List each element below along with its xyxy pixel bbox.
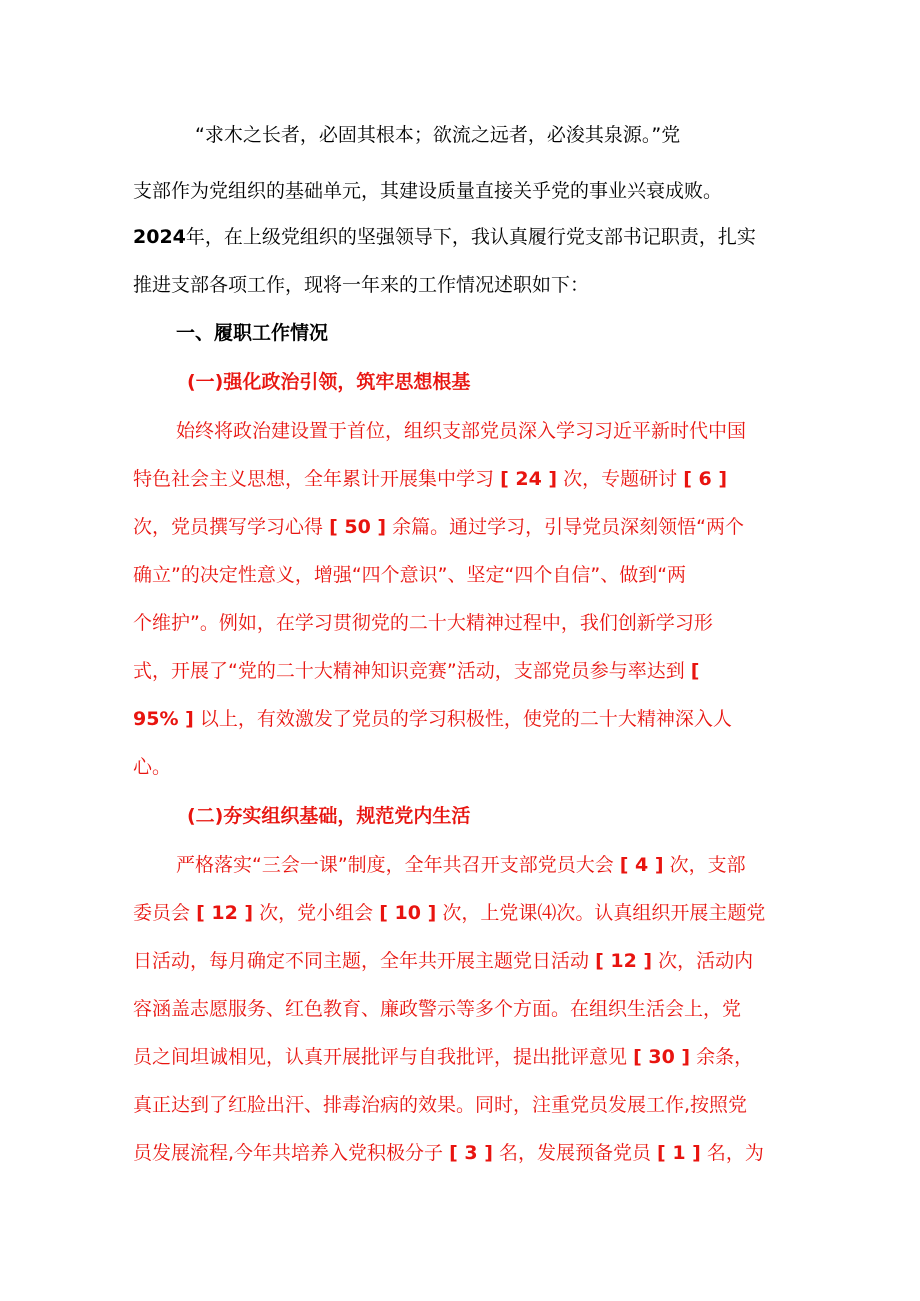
paragraph-line [176, 418, 746, 444]
figure-value: [ 30 ] [633, 1046, 691, 1068]
intro-text: “求木之长者，必固其根本；欲流之远者，必浚其泉源。”党 [195, 124, 681, 146]
text-run: 余篇。通过学习，引导党员深刻领悟“两个 [392, 516, 745, 538]
section-heading [176, 320, 328, 346]
text-run: 次，专题研讨 [563, 468, 678, 490]
paragraph-line [133, 562, 686, 588]
figure-value: [ 6 ] [683, 468, 728, 490]
paragraph-line [133, 1092, 747, 1118]
text-run: 真正达到了红脸出汗、排毒治病的效果。同时，注重党员发展工作,按照党 [133, 1094, 748, 1116]
intro-line-2 [133, 178, 722, 204]
text-run: 容涵盖志愿服务、红色教育、廉政警示等多个方面。在组织生活会上，党 [133, 998, 742, 1020]
paragraph-line [176, 852, 746, 878]
text-run: 个维护”。例如，在学习贯彻党的二十大精神过程中，我们创新学习形 [133, 612, 713, 634]
text-run: 余条， [696, 1046, 754, 1068]
paragraph-line [133, 948, 753, 974]
figure-value: [ 24 ] [500, 468, 558, 490]
text-run: 员发展流程,今年共培养入党积极分子 [133, 1142, 444, 1164]
text-run: 确立”的决定性意义，增强“四个意识”、坚定“四个自信”、做到“两 [133, 564, 687, 586]
paragraph-line [133, 1140, 764, 1166]
text-run: 次，党小组会 [259, 902, 374, 924]
paragraph-line [133, 900, 765, 926]
text-run: 委员会 [133, 902, 191, 924]
intro-line-4 [133, 272, 589, 298]
text-run: 以上，有效激发了党员的学习积极性，使党的二十大精神深入人 [199, 708, 732, 730]
subsection-heading-text: (二)夯实组织基础，规范党内生活 [187, 805, 471, 827]
figure-value: [ 10 ] [379, 902, 437, 924]
paragraph-line [133, 706, 732, 732]
text-run: 员之间坦诚相见，认真开展批评与自我批评，提出批评意见 [133, 1046, 628, 1068]
subsection-heading [187, 369, 470, 395]
text-run: 次，活动内 [658, 950, 754, 972]
figure-value: [ [690, 660, 700, 682]
text-run: 特色社会主义思想，全年累计开展集中学习 [133, 468, 495, 490]
subsection-heading [187, 803, 470, 829]
paragraph-line [133, 996, 741, 1022]
intro-line-1 [195, 122, 680, 148]
text-run: 日活动，每月确定不同主题，全年共开展主题党日活动 [133, 950, 590, 972]
figure-value: [ 50 ] [329, 516, 387, 538]
text-run: 名，为 [706, 1142, 764, 1164]
paragraph-line [133, 754, 171, 780]
text-run: 次，党员撰写学习心得 [133, 516, 324, 538]
intro-text: 支部作为党组织的基础单元，其建设质量直接关乎党的事业兴衰成败。 [133, 180, 723, 202]
text-run: 次，支部 [669, 854, 746, 876]
intro-line-3 [133, 224, 756, 250]
text-run: 次，上党课⑷次。认真组织开展主题党 [442, 902, 766, 924]
figure-value: [ 12 ] [595, 950, 653, 972]
paragraph-line [133, 514, 744, 540]
figure-value: 95% ] [133, 708, 194, 730]
section-heading-text: 一、履职工作情况 [176, 322, 329, 344]
paragraph-line [133, 610, 713, 636]
text-run: 式，开展了“党的二十大精神知识竞赛”活动，支部党员参与率达到 [133, 660, 685, 682]
figure-value: [ 4 ] [619, 854, 664, 876]
text-run: 严格落实“三会一课”制度，全年共召开支部党员大会 [176, 854, 614, 876]
paragraph-line [133, 1044, 753, 1070]
paragraph-line [133, 466, 727, 492]
subsection-heading-text: (一)强化政治引领，筑牢思想根基 [187, 371, 471, 393]
intro-text: 年，在上级党组织的坚强领导下，我认真履行党支部书记职责，扎实 [185, 226, 756, 248]
figure-value: [ 3 ] [449, 1142, 493, 1164]
paragraph-line [133, 658, 699, 684]
text-run: 心。 [133, 756, 172, 778]
intro-text: 推进支部各项工作，现将一年来的工作情况述职如下： [133, 274, 590, 296]
text-run: 名，发展预备党员 [498, 1142, 651, 1164]
text-run: 始终将政治建设置于首位，组织支部党员深入学习习近平新时代中国 [176, 420, 747, 442]
intro-year: 2024 [133, 226, 186, 248]
figure-value: [ 12 ] [196, 902, 254, 924]
figure-value: [ 1 ] [657, 1142, 701, 1164]
